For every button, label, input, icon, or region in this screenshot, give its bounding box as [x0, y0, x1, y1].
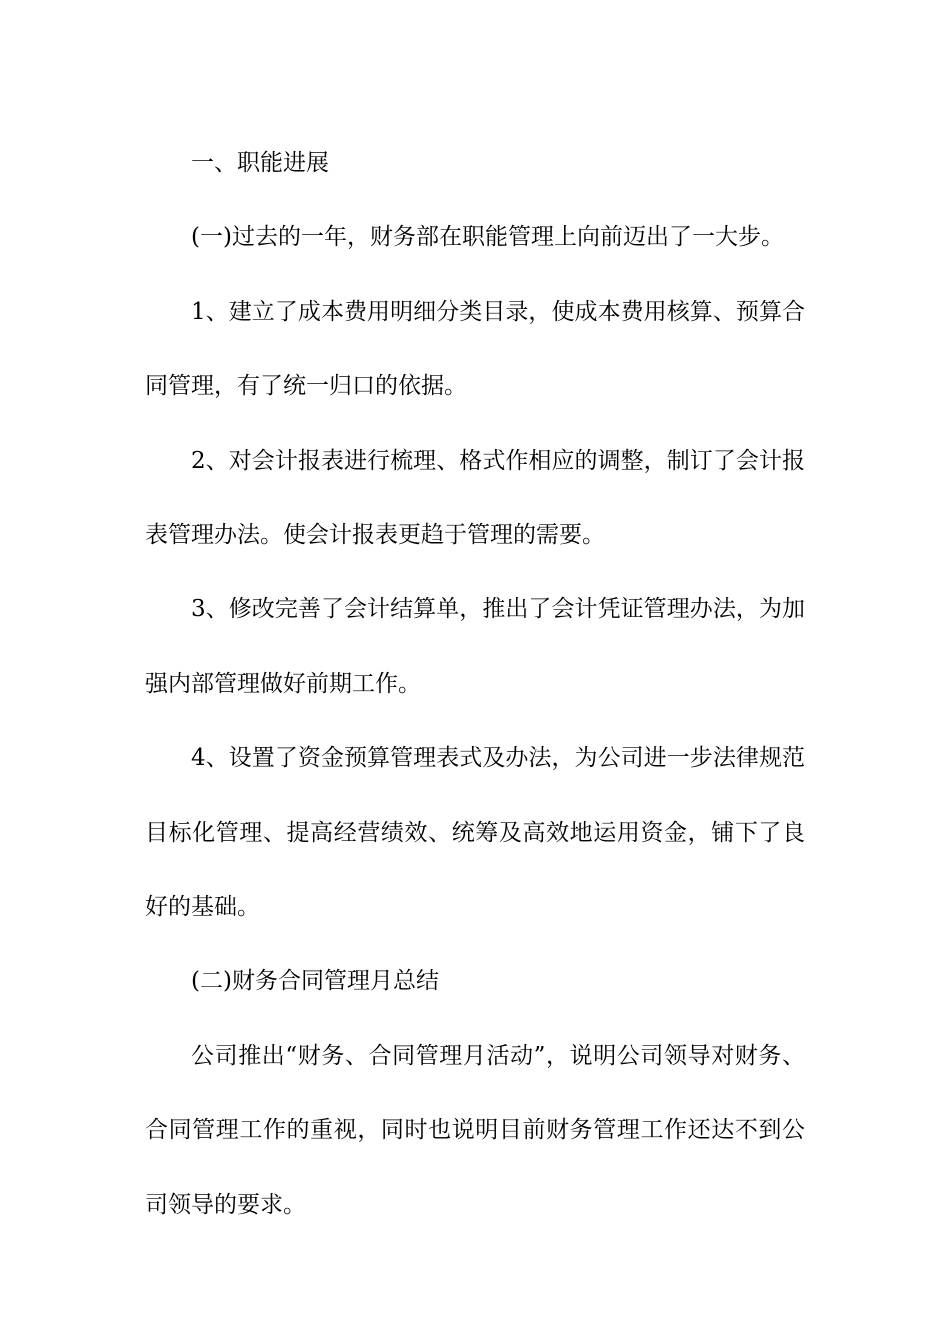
section-heading-functional-progress: 一、职能进展 [191, 150, 329, 176]
subsection-heading-contract-month: (二)财务合同管理月总结 [191, 968, 439, 995]
list-item-4: 4、设置了资金预算管理表式及办法，为公司进一步法律规范目标化管理、提高经营绩效、统筹及高效地运用资金，铺下了良好的基础。 [145, 745, 805, 921]
body-paragraph-activity: 公司推出“财务、合同管理月活动”，说明公司领导对财务、合同管理工作的重视，同时也说明目前财务管理工作还达不到公司领导的要求。 [145, 1042, 805, 1218]
list-item-3: 3、修改完善了会计结算单，推出了会计凭证管理办法，为加强内部管理做好前期工作。 [145, 596, 805, 697]
list-item-2: 2、对会计报表进行梳理、格式作相应的调整，制订了会计报表管理办法。使会计报表更趋于管理的需要。 [145, 447, 805, 549]
subsection-heading-past-year: (一)过去的一年，财务部在职能管理上向前迈出了一大步。 [191, 224, 784, 251]
list-item-1: 1、建立了成本费用明细分类目录，使成本费用核算、预算合同管理，有了统一归口的依据。 [145, 298, 805, 400]
document-body [145, 126, 805, 1242]
